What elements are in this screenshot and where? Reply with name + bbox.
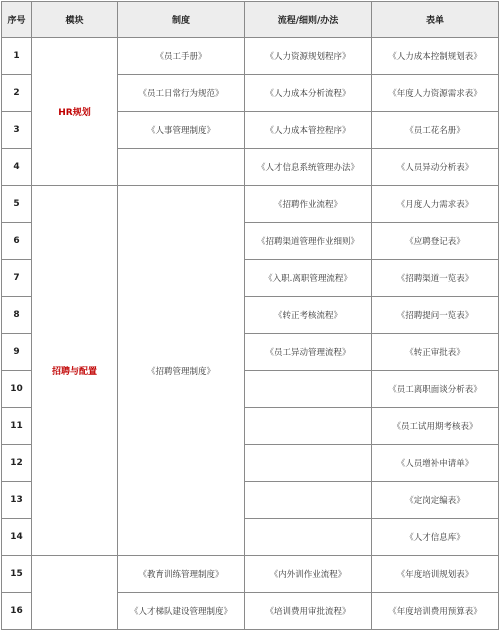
- row-seq: 14: [2, 519, 32, 556]
- process-cell: 《人力成本管控程序》: [245, 112, 372, 149]
- system-cell: 《人才梯队建设管理制度》: [118, 593, 245, 630]
- header-row: [2, 2, 499, 38]
- header-module: 模块: [32, 2, 118, 38]
- process-cell: 《人才信息系统管理办法》: [245, 149, 372, 186]
- hr-system-table: [1, 1, 499, 630]
- process-cell: 《人力成本分析流程》: [245, 75, 372, 112]
- row-seq: 3: [2, 112, 32, 149]
- module-training-empty: [32, 556, 118, 630]
- row-seq: 10: [2, 371, 32, 408]
- row-seq: 6: [2, 223, 32, 260]
- form-cell: 《招聘提问一览表》: [372, 297, 499, 334]
- row-seq: 12: [2, 445, 32, 482]
- system-cell: 《教育训练管理制度》: [118, 556, 245, 593]
- process-cell: 《培训费用审批流程》: [245, 593, 372, 630]
- system-cell: 《员工手册》: [118, 38, 245, 75]
- process-cell: 《内外训作业流程》: [245, 556, 372, 593]
- process-cell-empty: [245, 371, 372, 408]
- process-cell: 《转正考核流程》: [245, 297, 372, 334]
- row-seq: 15: [2, 556, 32, 593]
- form-cell: 《员工花名册》: [372, 112, 499, 149]
- form-cell: 《年度培训规划表》: [372, 556, 499, 593]
- row-seq: 8: [2, 297, 32, 334]
- system-cell-empty: [118, 149, 245, 186]
- process-cell-empty: [245, 519, 372, 556]
- form-cell: 《人员增补申请单》: [372, 445, 499, 482]
- module-hr-planning: HR规划: [32, 38, 118, 186]
- form-cell: 《招聘渠道一览表》: [372, 260, 499, 297]
- header-form: 表单: [372, 2, 499, 38]
- form-cell: 《年度培训费用预算表》: [372, 593, 499, 630]
- row-seq: 5: [2, 186, 32, 223]
- row-seq: 11: [2, 408, 32, 445]
- form-cell: 《转正审批表》: [372, 334, 499, 371]
- row-seq: 2: [2, 75, 32, 112]
- system-cell: 《员工日常行为规范》: [118, 75, 245, 112]
- row-seq: 16: [2, 593, 32, 630]
- form-cell: 《人力成本控制规划表》: [372, 38, 499, 75]
- form-cell: 《月度人力需求表》: [372, 186, 499, 223]
- table-row: [2, 556, 499, 593]
- process-cell-empty: [245, 445, 372, 482]
- header-system: 制度: [118, 2, 245, 38]
- row-seq: 9: [2, 334, 32, 371]
- form-cell: 《员工试用期考核表》: [372, 408, 499, 445]
- table-row: [2, 186, 499, 223]
- form-cell: 《年度人力资源需求表》: [372, 75, 499, 112]
- row-seq: 1: [2, 38, 32, 75]
- table-row: [2, 38, 499, 75]
- process-cell: 《招聘渠道管理作业细则》: [245, 223, 372, 260]
- process-cell-empty: [245, 408, 372, 445]
- process-cell: 《入职.离职管理流程》: [245, 260, 372, 297]
- row-seq: 13: [2, 482, 32, 519]
- header-seq: 序号: [2, 2, 32, 38]
- row-seq: 4: [2, 149, 32, 186]
- system-cell-recruitment: 《招聘管理制度》: [118, 186, 245, 556]
- row-seq: 7: [2, 260, 32, 297]
- form-cell: 《应聘登记表》: [372, 223, 499, 260]
- process-cell: 《员工异动管理流程》: [245, 334, 372, 371]
- form-cell: 《人才信息库》: [372, 519, 499, 556]
- form-cell: 《定岗定编表》: [372, 482, 499, 519]
- process-cell-empty: [245, 482, 372, 519]
- module-recruitment: 招聘与配置: [32, 186, 118, 556]
- process-cell: 《人力资源规划程序》: [245, 38, 372, 75]
- form-cell: 《人员异动分析表》: [372, 149, 499, 186]
- header-process: 流程/细则/办法: [245, 2, 372, 38]
- form-cell: 《员工离职面谈分析表》: [372, 371, 499, 408]
- process-cell: 《招聘作业流程》: [245, 186, 372, 223]
- system-cell: 《人事管理制度》: [118, 112, 245, 149]
